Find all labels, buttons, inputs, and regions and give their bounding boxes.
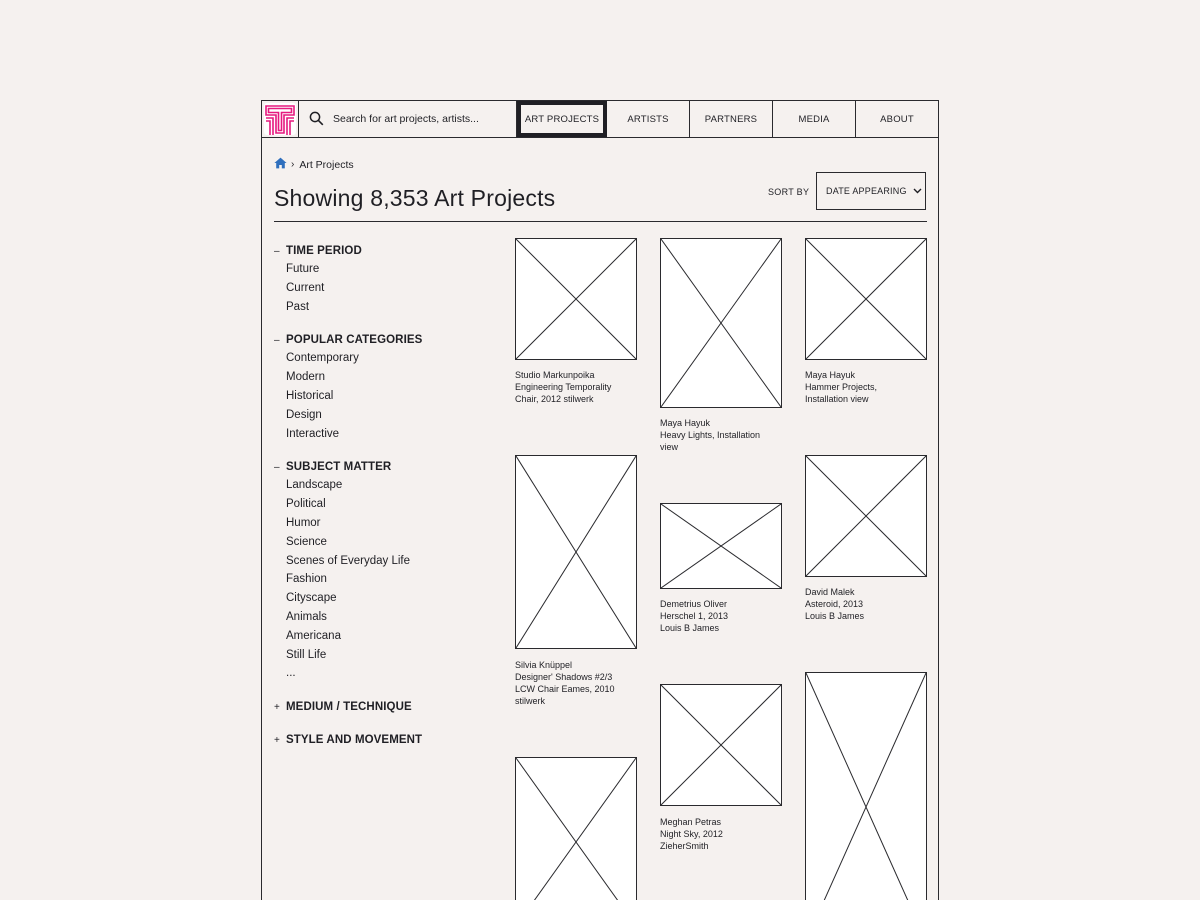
filter-heading[interactable]: [274, 731, 494, 749]
card-caption: [805, 369, 927, 405]
art-card[interactable]: [660, 684, 782, 852]
image-placeholder: [660, 238, 782, 408]
card-title: Asteroid, 2013: [805, 599, 864, 609]
filter-title: POPULAR CATEGORIES: [286, 334, 423, 347]
filter-option[interactable]: Humor: [286, 516, 321, 529]
image-placeholder: [515, 238, 637, 360]
filter-title: MEDIUM / TECHNIQUE: [286, 701, 412, 714]
card-caption: [660, 598, 782, 634]
card-title: Heavy Lights, Installation: [660, 430, 761, 440]
filter-option[interactable]: Modern: [286, 371, 325, 384]
card-meta: LCW Chair Eames, 2010: [515, 684, 615, 694]
card-title: Designer' Shadows #2/3: [515, 672, 613, 682]
home-icon[interactable]: [274, 157, 287, 172]
art-card[interactable]: [515, 757, 637, 900]
nav-media[interactable]: MEDIA: [773, 101, 856, 137]
nav-artists[interactable]: ARTISTS: [607, 101, 690, 137]
card-artist: Demetrius Oliver: [660, 599, 728, 609]
title-divider: [274, 221, 927, 222]
card-artist: Meghan Petras: [660, 817, 722, 827]
card-meta: Chair, 2012 stilwerk: [515, 394, 594, 404]
breadcrumb-separator: ›: [291, 159, 295, 170]
card-meta: Louis B James: [660, 623, 720, 633]
filter-group-popular-categories: [274, 331, 494, 443]
card-meta: view: [660, 442, 679, 452]
card-title: Herschel 1, 2013: [660, 611, 729, 621]
filter-title: STYLE AND MOVEMENT: [286, 734, 423, 747]
card-meta: Louis B James: [805, 611, 865, 621]
image-placeholder: [660, 503, 782, 589]
top-bar: [262, 101, 938, 138]
filter-option[interactable]: Animals: [286, 610, 327, 623]
card-title: Hammer Projects,: [805, 382, 878, 392]
card-artist: Silvia Knüppel: [515, 660, 573, 670]
art-card[interactable]: [805, 672, 927, 900]
card-artist: Maya Hayuk: [805, 370, 856, 380]
search-box: [299, 101, 517, 137]
filter-option[interactable]: Fashion: [286, 573, 327, 586]
filter-option[interactable]: Americana: [286, 629, 341, 642]
card-artist: Maya Hayuk: [660, 418, 711, 428]
breadcrumb-current[interactable]: Art Projects: [299, 158, 354, 171]
filter-heading[interactable]: [274, 242, 494, 260]
expand-toggle[interactable]: +: [274, 734, 280, 746]
search-input[interactable]: [333, 113, 513, 125]
filter-option[interactable]: Still Life: [286, 648, 327, 661]
filter-title: TIME PERIOD: [286, 245, 362, 257]
breadcrumb: [274, 157, 354, 172]
art-card[interactable]: [515, 455, 637, 707]
filter-group-time-period: [274, 242, 494, 316]
nav-art-projects[interactable]: ART PROJECTS: [517, 101, 607, 137]
filter-option[interactable]: Cityscape: [286, 592, 337, 605]
filter-option[interactable]: Contemporary: [286, 352, 359, 365]
card-caption: [660, 816, 782, 852]
filter-option[interactable]: Future: [286, 263, 320, 275]
card-meta: Installation view: [805, 394, 869, 404]
sort-value: DATE APPEARING: [826, 186, 907, 196]
filter-heading[interactable]: [274, 458, 494, 476]
page-frame: [261, 100, 939, 900]
image-placeholder: [515, 757, 637, 900]
art-card[interactable]: [805, 238, 927, 405]
image-placeholder: [515, 455, 637, 649]
search-icon[interactable]: [309, 111, 324, 131]
card-artist: Studio Markunpoika: [515, 370, 595, 380]
filter-option[interactable]: Current: [286, 281, 325, 294]
nav-about[interactable]: ABOUT: [880, 113, 914, 125]
art-card[interactable]: [660, 503, 782, 634]
card-meta: ZieherSmith: [660, 841, 709, 851]
filter-option[interactable]: Interactive: [286, 427, 340, 440]
collapse-toggle[interactable]: –: [274, 245, 280, 257]
nav-partners[interactable]: PARTNERS: [690, 101, 773, 137]
sort-dropdown[interactable]: [816, 172, 926, 210]
card-title: Engineering Temporality: [515, 382, 612, 392]
filter-heading[interactable]: [274, 331, 494, 349]
filter-group-medium-technique: [274, 698, 494, 716]
card-meta: stilwerk: [515, 696, 546, 706]
card-caption: [805, 586, 927, 622]
card-caption: [515, 659, 637, 707]
main-nav: [517, 101, 938, 137]
filter-group-style-and-movement: [274, 731, 494, 749]
expand-toggle[interactable]: +: [274, 701, 280, 713]
card-artist: David Malek: [805, 587, 855, 597]
art-card[interactable]: [660, 238, 782, 453]
filter-option[interactable]: Scenes of Everyday Life: [286, 554, 411, 567]
filter-heading[interactable]: [274, 698, 494, 716]
sort-label: SORT BY: [768, 187, 810, 197]
filter-option[interactable]: Past: [286, 300, 310, 313]
image-placeholder: [805, 455, 927, 577]
filter-sidebar: [274, 242, 494, 764]
art-card[interactable]: [805, 455, 927, 622]
filter-group-subject-matter: [274, 458, 494, 683]
page-title: Showing 8,353 Art Projects: [274, 185, 556, 211]
filter-option[interactable]: Science: [286, 535, 327, 548]
image-placeholder: [805, 672, 927, 900]
card-title: Night Sky, 2012: [660, 829, 723, 839]
image-placeholder: [805, 238, 927, 360]
card-caption: [515, 369, 637, 405]
collapse-toggle[interactable]: –: [274, 461, 280, 473]
chevron-down-icon: [913, 186, 922, 196]
image-placeholder: [660, 684, 782, 806]
filter-option[interactable]: Landscape: [286, 479, 343, 492]
logo-icon[interactable]: [262, 101, 299, 137]
filter-title: SUBJECT MATTER: [286, 461, 392, 474]
art-card[interactable]: [515, 238, 637, 405]
card-caption: [660, 417, 782, 453]
filter-more[interactable]: ...: [286, 667, 296, 680]
filter-option[interactable]: Design: [286, 408, 322, 421]
filter-option[interactable]: Historical: [286, 389, 334, 402]
filter-option[interactable]: Political: [286, 498, 326, 511]
collapse-toggle[interactable]: –: [274, 334, 280, 346]
